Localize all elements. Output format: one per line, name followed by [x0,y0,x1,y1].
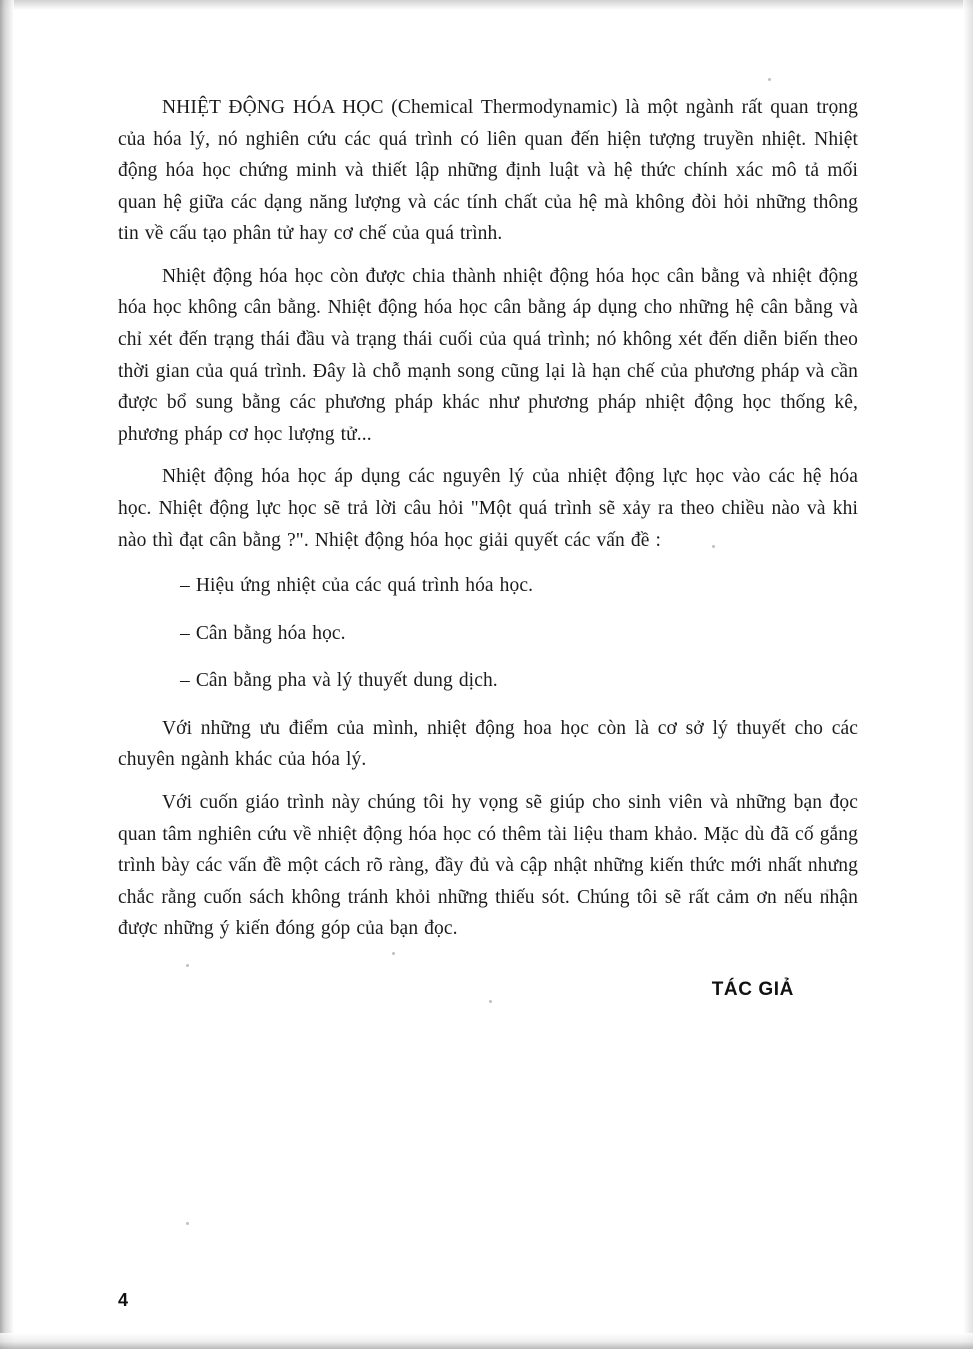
paragraph-closing: Với cuốn giáo trình này chúng tôi hy vọng sẽ giúp cho sinh viên và những bạn đọc quan tâm nghiên cứu về nhiệt động hóa học có thêm tài liệu tham khảo. Mặc dù đã cố gắng trình bày các vấn đề một cách rõ ràng, đầy đủ và cập nhật những kiến thức mới nhất nhưng chắc rằng cuốn sách không tránh khỏi những thiếu sót. Chúng tôi sẽ rất cảm ơn nếu nhận được những ý kiến đóng góp của bạn đọc. [118,791,858,940]
list-item: – Hiệu ứng nhiệt của các quá trình hóa học. [180,575,534,597]
paragraph-principles: Nhiệt động hóa học áp dụng các nguyên lý của nhiệt động lực học vào các hệ hóa học. Nhiệt động lực học sẽ trả lời câu hỏi "Một quá trình sẽ xảy ra theo chiều nào và khi nào thì đạt cân bằng ?". Nhiệt động hóa học giải quyết các vấn đề : [118,466,858,551]
scan-edge-right [963,0,973,1349]
scan-edge-bottom [0,1333,973,1349]
scan-speck [186,1222,189,1225]
scan-speck [768,78,771,81]
list-item: – Cân bằng hóa học. [180,622,346,644]
page-body [118,92,858,1001]
paragraph-advantages: Với những ưu điểm của mình, nhiệt động hoa học còn là cơ sở lý thuyết cho các chuyên ngành khác của hóa lý. [118,717,858,771]
scan-edge-top [0,0,973,10]
topics-list [118,570,858,697]
author-signature: TÁC GIẢ [711,978,794,1000]
paragraph-equilibrium: Nhiệt động hóa học còn được chia thành nhiệt động hóa học cân bằng và nhiệt động hóa học không cân bằng. Nhiệt động hóa học cân bằng áp dụng cho những hệ cân bằng và chỉ xét đến trạng thái đầu và trạng thái cuối của quá trình; nó không xét đến diễn biến theo thời gian của quá trình. Đây là chỗ mạnh song cũng lại là hạn chế của phương pháp và cần được bổ sung bằng các phương pháp khác như phương pháp nhiệt động học thống kê, phương pháp cơ học lượng tử... [118,265,858,445]
scan-edge-left [0,0,14,1349]
list-item: – Cân bằng pha và lý thuyết dung dịch. [180,670,498,692]
paragraph-intro: NHIỆT ĐỘNG HÓA HỌC (Chemical Thermodynamic) là một ngành rất quan trọng của hóa lý, nó nghiên cứu các quá trình có liên quan đến hiện tượng truyền nhiệt. Nhiệt động hóa học chứng minh và thiết lập những định luật và hệ thức chính xác mô tả mối quan hệ giữa các dạng năng lượng và các tính chất của hệ mà không đòi hỏi những thông tin về cấu tạo phân tử hay cơ chế của quá trình. [118,97,858,245]
page-number: 4 [118,1290,129,1310]
